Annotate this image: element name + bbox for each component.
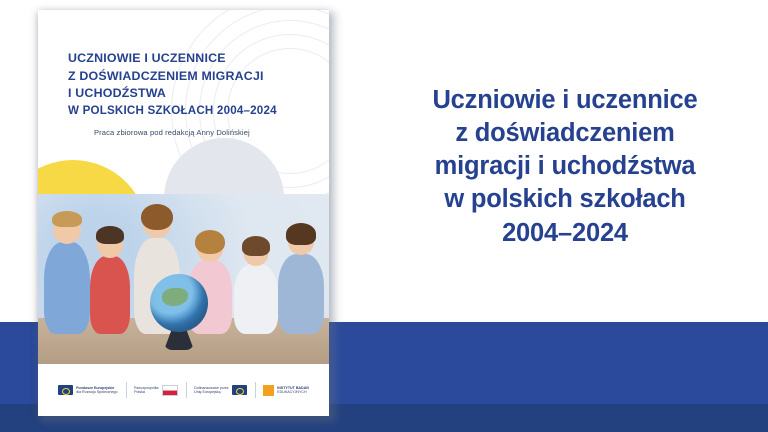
- photo-child-2-hair: [96, 226, 124, 244]
- cover-title: [68, 50, 303, 119]
- book-cover: [38, 10, 329, 416]
- book-cover-image: [38, 10, 334, 422]
- slide-title-line-1: Uczniowie i uczennice: [432, 86, 698, 114]
- photo-child-3-hair: [141, 204, 173, 230]
- ibe-mark-icon: [263, 385, 274, 396]
- eu-cofinancing-logo-line-2: Unię Europejską: [194, 390, 221, 394]
- eu-funds-logo-line-1: Fundusze Europejskie: [76, 385, 115, 390]
- cover-title-line-2: Z DOŚWIADCZENIEM MIGRACJI: [68, 68, 264, 83]
- eu-flag-icon-2: [232, 385, 247, 395]
- poland-flag-icon: [162, 385, 178, 396]
- logo-divider-3: [255, 382, 256, 398]
- slide-title-line-3: migracji i uchodźstwa: [434, 152, 696, 181]
- logo-divider-2: [186, 382, 187, 398]
- photo-child-5-hair: [242, 236, 270, 256]
- eu-funds-logo-line-2: dla Rozwoju Społecznego: [76, 390, 118, 394]
- cover-title-line-3: I UCHODŹSTWA: [68, 86, 167, 101]
- ibe-logo: [263, 385, 309, 396]
- republic-of-poland-logo: [134, 385, 177, 396]
- ibe-logo-line-2: EDUKACYJNYCH: [277, 390, 307, 394]
- slide-title: [370, 84, 760, 250]
- photo-child-1-hair: [52, 211, 82, 227]
- photo-child-6: [278, 254, 324, 334]
- cover-photo-children-with-globe: [38, 194, 329, 364]
- cover-logo-strip: [38, 364, 329, 416]
- eu-cofinancing-logo-line-1: Dofinansowane przez: [194, 385, 229, 390]
- eu-flag-icon: [58, 385, 73, 395]
- slide-title-line-2: z doświadczeniem: [455, 119, 675, 148]
- photo-child-6-hair: [286, 223, 316, 245]
- cover-subtitle: Praca zbiorowa pod redakcją Anny Dolińskiej: [94, 128, 250, 137]
- photo-child-4-hair: [195, 230, 225, 254]
- eu-funds-logo: [58, 385, 117, 395]
- globe: [150, 274, 208, 332]
- slide-title-line-5: 2004–2024: [502, 218, 628, 247]
- cover-title-line-1: UCZNIOWIE I UCZENNICE: [68, 51, 226, 65]
- eu-cofinancing-logo: [194, 385, 247, 395]
- republic-of-poland-logo-line-1: Rzeczpospolita: [134, 385, 159, 390]
- republic-of-poland-logo-line-2: Polska: [134, 390, 145, 394]
- logo-divider-1: [126, 382, 127, 398]
- cover-title-line-4: W POLSKICH SZKOŁACH 2004–2024: [68, 103, 277, 117]
- slide-title-line-4: w polskich szkołach: [444, 185, 686, 214]
- photo-child-1: [44, 242, 90, 334]
- ibe-logo-line-1: INSTYTUT BADAŃ: [277, 385, 309, 390]
- photo-child-5: [234, 264, 278, 334]
- photo-child-2: [90, 256, 130, 334]
